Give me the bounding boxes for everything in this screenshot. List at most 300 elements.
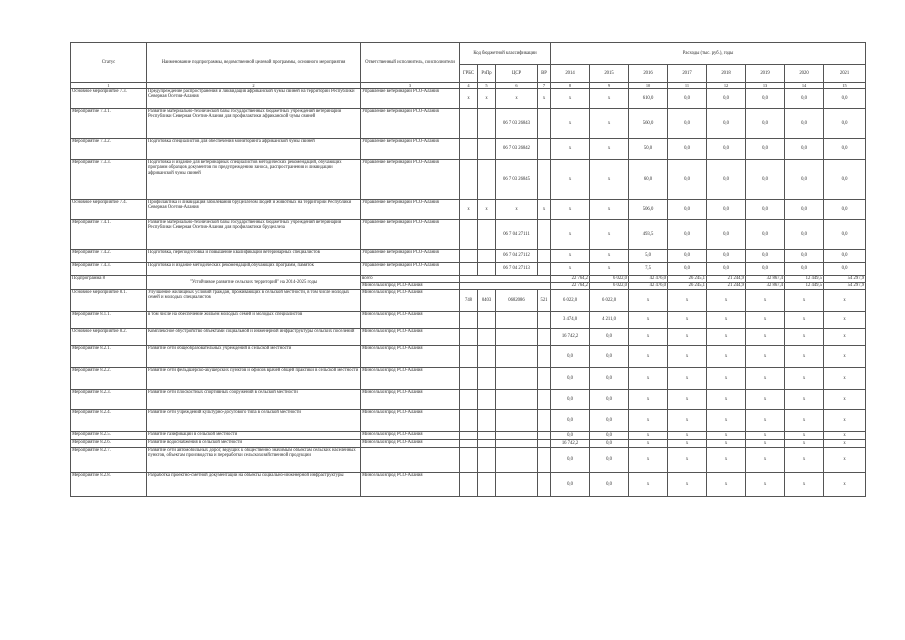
row-executor: Управление ветеринарии РСО-Алания	[361, 263, 460, 276]
row-grbs	[460, 160, 478, 200]
header-year-2021: 2021	[824, 65, 866, 83]
row-value-2016: x	[629, 410, 668, 432]
row-value-2014: 0,0	[551, 432, 590, 440]
subprogram-ministry-2019: 32 867,4	[746, 283, 785, 290]
row-grbs	[460, 368, 478, 390]
row-value-2020: x	[785, 390, 824, 410]
row-value-2017: 0,0	[668, 89, 707, 109]
row-status: Основное мероприятие 8.1.	[71, 290, 147, 312]
row-value-2016: 7,5	[629, 263, 668, 276]
row-value-2019: 0,0	[746, 220, 785, 250]
row-executor: Управление ветеринарии РСО-Алания	[361, 139, 460, 160]
row-vr: x	[538, 200, 551, 220]
row-value-2017: 0,0	[668, 200, 707, 220]
row-value-2018: x	[707, 368, 746, 390]
row-executor: Управление ветеринарии РСО-Алания	[361, 250, 460, 263]
row-rzpr	[478, 263, 496, 276]
table-row	[71, 312, 866, 329]
row-value-2014: 16 742,2	[551, 440, 590, 448]
row-value-2014: 0,0	[551, 346, 590, 368]
row-csr	[496, 368, 538, 390]
row-vr	[538, 368, 551, 390]
row-executor	[361, 448, 460, 473]
column-number: 9	[590, 83, 629, 89]
column-number: 2	[147, 83, 361, 89]
row-csr: 06 7 03 26842	[496, 139, 538, 160]
column-number: 5	[478, 83, 496, 89]
row-status: Основное мероприятие 7.3.	[71, 89, 147, 109]
row-executor: Управление ветеринарии РСО-Алания	[361, 160, 460, 200]
table-row	[71, 368, 866, 390]
row-rzpr	[478, 160, 496, 200]
column-number: 8	[551, 83, 590, 89]
row-value-2021: 0,0	[824, 139, 866, 160]
row-value-2017: x	[668, 368, 707, 390]
row-value-2019: x	[746, 329, 785, 346]
row-grbs	[460, 440, 478, 448]
row-status: Мероприятие 8.2.2.	[71, 368, 147, 390]
row-executor: Минсельхозпрод РСО-Алания	[361, 312, 460, 329]
row-value-2021: x	[824, 346, 866, 368]
row-value-2021: 0,0	[824, 200, 866, 220]
row-value-2018: x	[707, 390, 746, 410]
row-name: Развитие водоснабжения в сельской местности	[147, 440, 361, 448]
row-grbs: x	[460, 200, 478, 220]
table-row	[71, 200, 866, 220]
row-executor: Минсельхозпрод РСО-Алания	[361, 410, 460, 432]
row-grbs	[460, 312, 478, 329]
row-value-2014: 6 022,0	[551, 290, 590, 312]
row-csr	[496, 312, 538, 329]
row-csr	[496, 329, 538, 346]
table-row	[71, 473, 866, 497]
row-rzpr: x	[478, 200, 496, 220]
row-value-2017: x	[668, 346, 707, 368]
row-value-2014: x	[551, 200, 590, 220]
row-value-2019: x	[746, 410, 785, 432]
row-value-2021: 0,0	[824, 89, 866, 109]
row-csr	[496, 410, 538, 432]
table-row	[71, 263, 866, 276]
row-value-2019: x	[746, 346, 785, 368]
row-value-2019: 0,0	[746, 89, 785, 109]
row-value-2015: 0,0	[590, 390, 629, 410]
row-value-2016: 50,0	[629, 139, 668, 160]
row-value-2020: x	[785, 448, 824, 473]
row-value-2018: 0,0	[707, 263, 746, 276]
row-value-2021: x	[824, 390, 866, 410]
row-value-2016: x	[629, 368, 668, 390]
row-rzpr	[478, 432, 496, 440]
row-value-2017: x	[668, 432, 707, 440]
row-status: Мероприятие 8.2.6.	[71, 440, 147, 448]
table-row	[71, 390, 866, 410]
subprogram-total-row	[71, 276, 866, 283]
row-csr: 06 7 03 26845	[496, 160, 538, 200]
row-value-2015: x	[590, 160, 629, 200]
row-value-2018: x	[707, 290, 746, 312]
row-value-2018: 0,0	[707, 250, 746, 263]
subprogram-executor-ministry: Минсельхозпрод РСО-Алания	[361, 283, 460, 290]
row-value-2016: x	[629, 390, 668, 410]
row-value-2019: x	[746, 473, 785, 497]
row-csr	[496, 473, 538, 497]
row-vr	[538, 432, 551, 440]
header-year-2020: 2020	[785, 65, 824, 83]
row-vr	[538, 410, 551, 432]
header-year-2017: 2017	[668, 65, 707, 83]
row-value-2015: 0,0	[590, 410, 629, 432]
row-value-2019: 0,0	[746, 200, 785, 220]
row-vr	[538, 329, 551, 346]
row-rzpr	[478, 440, 496, 448]
row-rzpr	[478, 250, 496, 263]
row-name: Развитие сети учреждений культурно-досугового типа в сельской местности	[147, 410, 361, 432]
row-value-2014: 0,0	[551, 368, 590, 390]
row-value-2021: x	[824, 432, 866, 440]
header-code-3: ВР	[538, 65, 551, 83]
row-value-2018: x	[707, 473, 746, 497]
row-value-2014: x	[551, 89, 590, 109]
row-value-2020: 0,0	[785, 109, 824, 139]
row-vr	[538, 250, 551, 263]
column-number: 10	[629, 83, 668, 89]
row-csr: 06 7 04 27111	[496, 220, 538, 250]
table-row	[71, 109, 866, 139]
row-value-2015: 0,0	[590, 346, 629, 368]
row-value-2015: 0,0	[590, 368, 629, 390]
row-rzpr	[478, 410, 496, 432]
row-csr	[496, 346, 538, 368]
row-value-2017: x	[668, 448, 707, 473]
row-value-2014: x	[551, 139, 590, 160]
row-status: Мероприятие 7.4.3.	[71, 263, 147, 276]
row-status: Мероприятие 7.3.1.	[71, 109, 147, 139]
row-rzpr	[478, 473, 496, 497]
row-value-2018: x	[707, 410, 746, 432]
row-grbs: 748	[460, 290, 478, 312]
row-grbs	[460, 250, 478, 263]
table-row	[71, 329, 866, 346]
subprogram-codes-blank	[460, 276, 551, 283]
row-value-2018: x	[707, 432, 746, 440]
row-executor: Управление ветеринарии РСО-Алания	[361, 220, 460, 250]
row-value-2020: 0,0	[785, 263, 824, 276]
row-rzpr	[478, 346, 496, 368]
header-executor: Ответственный исполнитель, соисполнители	[361, 43, 460, 83]
row-value-2016: 506,0	[629, 200, 668, 220]
row-grbs	[460, 448, 478, 473]
row-value-2015: x	[590, 139, 629, 160]
row-value-2015: x	[590, 89, 629, 109]
budget-table	[70, 42, 866, 497]
row-csr	[496, 448, 538, 473]
row-value-2017: 0,0	[668, 109, 707, 139]
row-name: Подготовка и издание для ветеринарных специалистов методических рекомендаций, обучающих программ образцов документов по предупреждению заноса, распространения и ликвидации африканской чумы свиней	[147, 160, 361, 200]
row-executor: Минсельхозпрод РСО-Алания	[361, 290, 460, 312]
row-name: Подготовка специалистов для обеспечения мониторинга африканской чумы свиней	[147, 139, 361, 160]
row-status: Мероприятие 7.4.1.	[71, 220, 147, 250]
row-value-2018: 0,0	[707, 109, 746, 139]
row-value-2017: x	[668, 290, 707, 312]
row-value-2019: x	[746, 390, 785, 410]
row-value-2017: x	[668, 312, 707, 329]
row-value-2018: x	[707, 448, 746, 473]
row-value-2019: x	[746, 368, 785, 390]
header-code-0: ГРБС	[460, 65, 478, 83]
row-name: Подготовка и издание методических рекомендаций,обучающих программ, памяток	[147, 263, 361, 276]
row-value-2018: x	[707, 346, 746, 368]
header-expenses: Расходы (тыс. руб.), годы	[551, 43, 866, 65]
row-name: Предупреждение распространения и ликвидация африканской чумы свиней на территории Республики Северная Осетия-Алания	[147, 89, 361, 109]
row-value-2020: 0,0	[785, 250, 824, 263]
row-value-2017: 0,0	[668, 250, 707, 263]
row-vr	[538, 312, 551, 329]
row-grbs	[460, 346, 478, 368]
row-value-2020: x	[785, 312, 824, 329]
row-value-2016: x	[629, 329, 668, 346]
row-value-2019: x	[746, 290, 785, 312]
row-value-2019: x	[746, 440, 785, 448]
column-number: 4	[460, 83, 478, 89]
row-value-2020: x	[785, 432, 824, 440]
row-status: Мероприятие 8.2.8.	[71, 473, 147, 497]
row-value-2014: x	[551, 263, 590, 276]
row-csr: x	[496, 89, 538, 109]
row-grbs	[460, 109, 478, 139]
row-csr	[496, 432, 538, 440]
row-value-2014: x	[551, 109, 590, 139]
row-value-2019: 0,0	[746, 139, 785, 160]
row-status: Мероприятие 8.2.5.	[71, 432, 147, 440]
row-rzpr: 0403	[478, 290, 496, 312]
row-csr	[496, 390, 538, 410]
row-value-2016: x	[629, 312, 668, 329]
row-value-2016: 493,5	[629, 220, 668, 250]
row-value-2017: 0,0	[668, 220, 707, 250]
row-value-2016: x	[629, 440, 668, 448]
row-value-2014: 0,0	[551, 448, 590, 473]
row-csr: 06 7 03 26843	[496, 109, 538, 139]
budget-table-sheet	[70, 42, 865, 497]
row-value-2021: 0,0	[824, 160, 866, 200]
row-status: Основное мероприятие 7.4.	[71, 200, 147, 220]
table-row	[71, 440, 866, 448]
row-grbs	[460, 390, 478, 410]
row-value-2021: 0,0	[824, 250, 866, 263]
subprogram-ministry-2018: 21 244,9	[707, 283, 746, 290]
subprogram-total-2016: 42 476,0	[629, 276, 668, 283]
row-value-2017: x	[668, 410, 707, 432]
row-executor: Минсельхозпрод РСО-Алания	[361, 368, 460, 390]
row-value-2018: 0,0	[707, 89, 746, 109]
row-value-2014: 0,0	[551, 410, 590, 432]
subprogram-ministry-2021: 54 297,9	[824, 283, 866, 290]
row-name: Развитие сети автомобильных дорог, ведущих к общественно значимым объектам сельских населенных пунктов, объектам производства и переработки сельскохозяйственной продукции	[147, 448, 361, 473]
header-name: Наименование подпрограммы, ведомственной целевой программы, основного мероприятия	[147, 43, 361, 83]
row-vr	[538, 160, 551, 200]
row-value-2021: x	[824, 329, 866, 346]
row-value-2021: x	[824, 448, 866, 473]
row-grbs	[460, 410, 478, 432]
row-value-2021: 0,0	[824, 109, 866, 139]
row-value-2018: 0,0	[707, 160, 746, 200]
row-value-2016: 5,0	[629, 250, 668, 263]
row-name: Развитие газификации в сельской местности	[147, 432, 361, 440]
row-value-2015: 0,0	[590, 432, 629, 440]
row-value-2018: 0,0	[707, 200, 746, 220]
row-value-2021: x	[824, 368, 866, 390]
table-row	[71, 220, 866, 250]
row-value-2014: x	[551, 250, 590, 263]
row-rzpr	[478, 448, 496, 473]
row-rzpr	[478, 139, 496, 160]
row-value-2017: 0,0	[668, 263, 707, 276]
row-csr	[496, 440, 538, 448]
row-value-2014: x	[551, 220, 590, 250]
row-name: Развитие сети общеобразовательных учреждений в сельской местности	[147, 346, 361, 368]
row-value-2014: 0,0	[551, 390, 590, 410]
row-value-2015: 0,0	[590, 448, 629, 473]
header-year-2019: 2019	[746, 65, 785, 83]
row-value-2020: x	[785, 290, 824, 312]
table-row	[71, 160, 866, 200]
row-value-2019: 0,0	[746, 263, 785, 276]
subprogram-total-2020: 12 449,5	[785, 276, 824, 283]
row-grbs: x	[460, 89, 478, 109]
row-vr	[538, 263, 551, 276]
row-value-2021: 0,0	[824, 220, 866, 250]
row-name: Профилактика и ликвидация заболевания бруцеллезом людей и животных на территории Республики Северная Осетия-Алания	[147, 200, 361, 220]
row-value-2016: 610,0	[629, 89, 668, 109]
subprogram-total-2014: 22 764,2	[551, 276, 590, 283]
row-executor: Минсельхозпрод РСО-Алания	[361, 346, 460, 368]
row-value-2016: 60,0	[629, 160, 668, 200]
row-name: Развитие материально-технической базы государственных бюджетных учреждений ветеринарии Республики Северная Осетия-Алания для профилактики бруцеллеза	[147, 220, 361, 250]
header-code-2: ЦСР	[496, 65, 538, 83]
header-year-2018: 2018	[707, 65, 746, 83]
row-value-2018: 0,0	[707, 139, 746, 160]
row-rzpr	[478, 329, 496, 346]
row-value-2016: x	[629, 432, 668, 440]
row-executor: Минсельхозпрод РСО-Алания	[361, 390, 460, 410]
row-value-2016: x	[629, 473, 668, 497]
row-value-2020: x	[785, 346, 824, 368]
header-status: Статус	[71, 43, 147, 83]
row-value-2019: 0,0	[746, 160, 785, 200]
column-number: 7	[538, 83, 551, 89]
row-value-2016: x	[629, 290, 668, 312]
table-row	[71, 139, 866, 160]
row-csr: 06 7 04 27112	[496, 250, 538, 263]
row-value-2015: x	[590, 220, 629, 250]
row-value-2015: x	[590, 250, 629, 263]
row-vr	[538, 473, 551, 497]
row-value-2020: 0,0	[785, 220, 824, 250]
row-status: Мероприятие 8.2.3.	[71, 390, 147, 410]
row-value-2014: x	[551, 160, 590, 200]
row-value-2018: x	[707, 312, 746, 329]
row-value-2021: x	[824, 410, 866, 432]
row-value-2020: x	[785, 440, 824, 448]
row-value-2017: x	[668, 329, 707, 346]
table-row	[71, 410, 866, 432]
row-value-2016: 560,0	[629, 109, 668, 139]
row-name: Разработка проектно-сметной документации на объекты социально-инженерной инфраструктуры	[147, 473, 361, 497]
column-number: 13	[746, 83, 785, 89]
column-number: 3	[361, 83, 460, 89]
header-year-2016: 2016	[629, 65, 668, 83]
row-executor: Управление ветеринарии РСО-Алания	[361, 200, 460, 220]
row-status: Мероприятие 8.2.4.	[71, 410, 147, 432]
row-value-2015: 0,0	[590, 473, 629, 497]
column-number: 14	[785, 83, 824, 89]
row-rzpr	[478, 109, 496, 139]
row-vr	[538, 390, 551, 410]
row-executor: Управление ветеринарии РСО-Алания	[361, 89, 460, 109]
row-value-2017: x	[668, 440, 707, 448]
subprogram-total-2015: 6 022,0	[590, 276, 629, 283]
row-value-2018: x	[707, 440, 746, 448]
row-name: Развитие сети плоскостных спортивных сооружений в сельской местности	[147, 390, 361, 410]
row-status: Мероприятие 7.3.3.	[71, 160, 147, 200]
row-value-2020: x	[785, 410, 824, 432]
row-value-2019: x	[746, 312, 785, 329]
row-executor: Минсельхозпрод РСО-Алания	[361, 473, 460, 497]
row-value-2014: 3 474,0	[551, 312, 590, 329]
subprogram-name: "Устойчивое развитие сельских территорий" на 2014-2025 годы	[147, 276, 361, 290]
subprogram-ministry-2017: 26 245,1	[668, 283, 707, 290]
row-rzpr: x	[478, 89, 496, 109]
row-status: Мероприятие 8.1.1.	[71, 312, 147, 329]
row-value-2020: x	[785, 329, 824, 346]
row-value-2018: 0,0	[707, 220, 746, 250]
row-value-2015: x	[590, 200, 629, 220]
table-row	[71, 250, 866, 263]
row-value-2015: 6 022,0	[590, 290, 629, 312]
row-vr	[538, 448, 551, 473]
row-name: Развитие сети фельдшерско-акушерских пунктов и офисов врачей общей практики в сельской местности	[147, 368, 361, 390]
row-value-2020: 0,0	[785, 160, 824, 200]
table-row	[71, 432, 866, 440]
row-value-2021: x	[824, 312, 866, 329]
subprogram-ministry-2016: 42 476,0	[629, 283, 668, 290]
row-name: в том числе на обеспечение жильем молодых семей и молодых специалистов	[147, 312, 361, 329]
row-status: Основное мероприятие 8.2.	[71, 329, 147, 346]
row-vr	[538, 220, 551, 250]
row-grbs	[460, 139, 478, 160]
row-value-2017: 0,0	[668, 160, 707, 200]
row-rzpr	[478, 312, 496, 329]
table-row	[71, 448, 866, 473]
row-value-2014: 0,0	[551, 473, 590, 497]
row-vr	[538, 440, 551, 448]
row-csr: 0682086	[496, 290, 538, 312]
table-row	[71, 290, 866, 312]
column-number: 12	[707, 83, 746, 89]
row-status: Мероприятие 7.3.2.	[71, 139, 147, 160]
subprogram-total-2018: 21 244,9	[707, 276, 746, 283]
row-grbs	[460, 329, 478, 346]
row-value-2015: x	[590, 109, 629, 139]
header-year-2015: 2015	[590, 65, 629, 83]
row-value-2020: x	[785, 368, 824, 390]
row-grbs	[460, 220, 478, 250]
row-grbs	[460, 473, 478, 497]
row-value-2015: x	[590, 263, 629, 276]
header-code-1: РзПр	[478, 65, 496, 83]
row-value-2018: x	[707, 329, 746, 346]
